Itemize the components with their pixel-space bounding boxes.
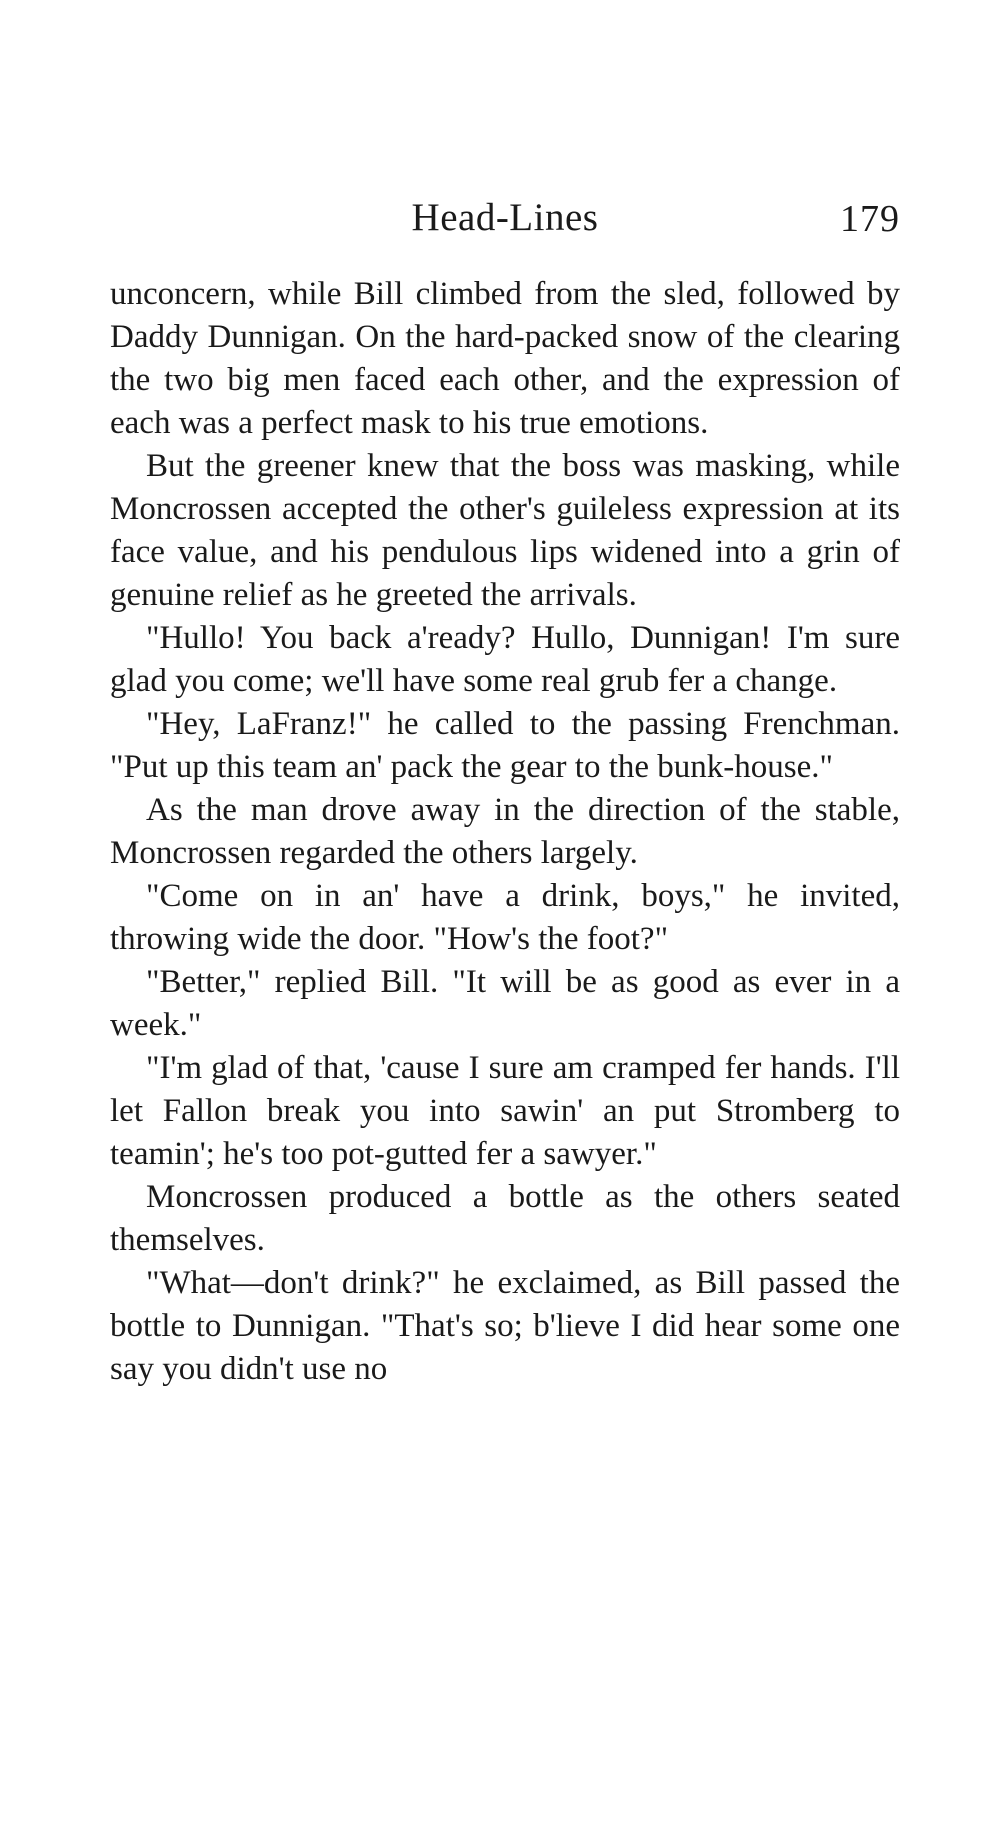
paragraph: As the man drove away in the direction of the stable, Moncrossen regarded the others largely. xyxy=(110,792,900,871)
page-number: 179 xyxy=(840,198,900,240)
running-head xyxy=(110,195,900,247)
paragraph: Moncrossen produced a bottle as the others seated themselves. xyxy=(110,1179,900,1258)
running-title: Head-Lines xyxy=(411,196,599,239)
paragraph: unconcern, while Bill climbed from the sled, followed by Daddy Dunnigan. On the hard-packed snow of the clearing the two big men faced each other, and the expression of each was a perfect mask to his true emotions. xyxy=(110,276,900,441)
body-text xyxy=(110,273,900,1391)
paragraph: But the greener knew that the boss was masking, while Moncrossen accepted the other's guileless expression at its face value, and his pendulous lips widened into a grin of genuine relief as he greeted the arrivals. xyxy=(110,448,900,613)
paragraph: "Hey, LaFranz!" he called to the passing Frenchman. "Put up this team an' pack the gear to the bunk-house." xyxy=(110,706,900,785)
paragraph: "I'm glad of that, 'cause I sure am cramped fer hands. I'll let Fallon break you into sawin' an put Stromberg to teamin'; he's too pot-gutted fer a sawyer." xyxy=(110,1050,900,1172)
paragraph: "What—don't drink?" he exclaimed, as Bill passed the bottle to Dunnigan. "That's so; b'lieve I did hear some one say you didn't use no xyxy=(110,1265,900,1387)
book-page xyxy=(110,195,900,1391)
paragraph: "Come on in an' have a drink, boys," he invited, throwing wide the door. "How's the foot?" xyxy=(110,878,900,957)
paragraph: "Hullo! You back a'ready? Hullo, Dunnigan! I'm sure glad you come; we'll have some real grub fer a change. xyxy=(110,620,900,699)
paragraph: "Better," replied Bill. "It will be as good as ever in a week." xyxy=(110,964,900,1043)
